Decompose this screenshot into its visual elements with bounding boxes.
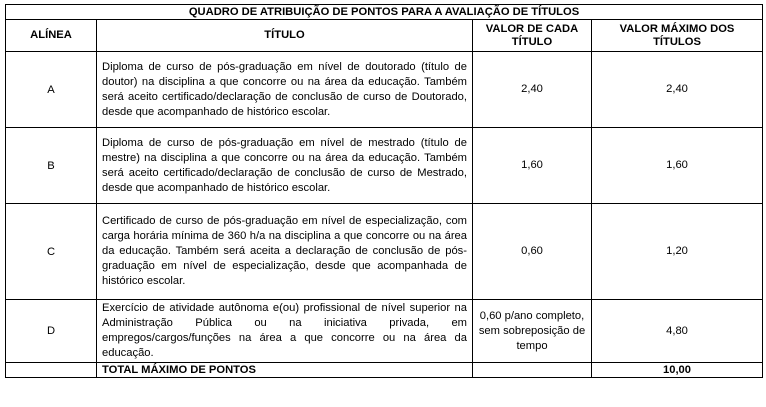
header-valor-maximo: VALOR MÁXIMO DOS TÍTULOS <box>592 20 763 52</box>
table-row <box>6 52 763 128</box>
row-alinea: A <box>6 52 97 128</box>
row-valor-cada: 2,40 <box>473 52 592 128</box>
row-titulo: Exercício de atividade autônoma e(ou) profissional de nível superior na Administração Pública ou na iniciativa privada, em empregos/cargos/funções na área a que concorre ou na área da educação. <box>97 300 473 363</box>
table-row <box>6 128 763 204</box>
row-alinea: D <box>6 300 97 363</box>
table-title-row <box>6 5 763 20</box>
header-titulo: TÍTULO <box>97 20 473 52</box>
row-alinea: C <box>6 204 97 300</box>
row-titulo: Diploma de curso de pós-graduação em nível de doutorado (título de doutor) na disciplina a que concorre ou na área da educação. Também será aceito certificado/declaração de conclusão de curso de Doutorado, desde que acompanhado de histórico escolar. <box>97 52 473 128</box>
total-row <box>6 363 763 378</box>
row-valor-maximo: 4,80 <box>592 300 763 363</box>
row-valor-maximo: 1,60 <box>592 128 763 204</box>
total-label: TOTAL MÁXIMO DE PONTOS <box>97 363 473 378</box>
row-valor-cada: 1,60 <box>473 128 592 204</box>
table-title: QUADRO DE ATRIBUIÇÃO DE PONTOS PARA A AVALIAÇÃO DE TÍTULOS <box>6 5 763 20</box>
total-value: 10,00 <box>592 363 763 378</box>
row-valor-maximo: 1,20 <box>592 204 763 300</box>
row-valor-cada: 0,60 p/ano completo, sem sobreposição de tempo <box>473 300 592 363</box>
row-valor-maximo: 2,40 <box>592 52 763 128</box>
points-table-container <box>5 4 763 378</box>
header-valor-cada: VALOR DE CADA TÍTULO <box>473 20 592 52</box>
row-alinea: B <box>6 128 97 204</box>
table-row <box>6 300 763 363</box>
row-titulo: Certificado de curso de pós-graduação em nível de especialização, com carga horária mínima de 360 h/a na disciplina a que concorre ou na área da educação. Também será aceita a declaração de conclusão de pós-graduação em nível de especialização, desde que acompanhada de histórico escolar. <box>97 204 473 300</box>
header-alinea: ALÍNEA <box>6 20 97 52</box>
table-row <box>6 204 763 300</box>
total-empty-cell <box>473 363 592 378</box>
points-table <box>5 4 763 378</box>
table-header-row <box>6 20 763 52</box>
row-titulo: Diploma de curso de pós-graduação em nível de mestrado (título de mestre) na disciplina a que concorre ou na área da educação. Também será aceito certificado/declaração de conclusão de curso de Mestrado, desde que acompanhado de histórico escolar. <box>97 128 473 204</box>
row-valor-cada: 0,60 <box>473 204 592 300</box>
total-empty-cell <box>6 363 97 378</box>
